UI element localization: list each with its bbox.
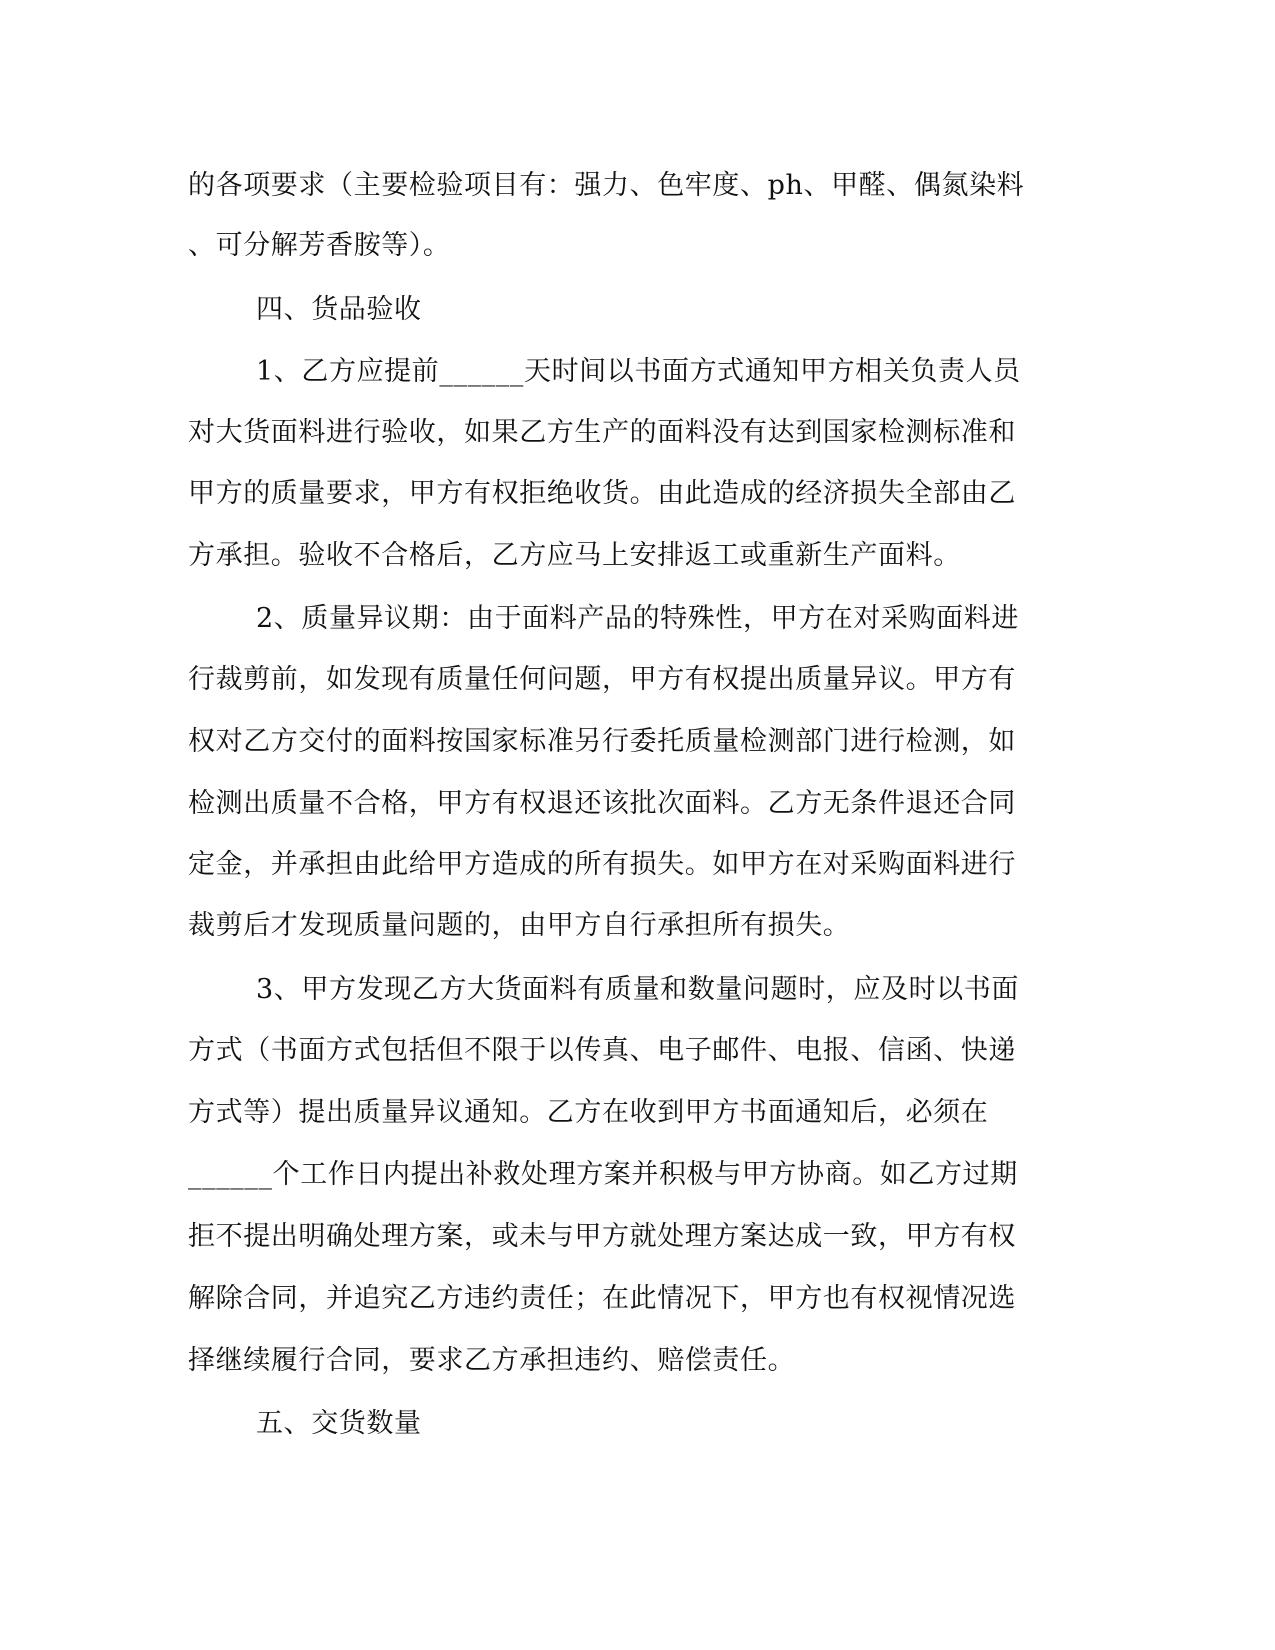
text-line: 甲方的质量要求，甲方有权拒绝收货。由此造成的经济损失全部由乙 — [188, 478, 1016, 509]
text-line: 裁剪后才发现质量问题的，由甲方自行承担所有损失。 — [188, 910, 851, 941]
text-line: 2、质量异议期：由于面料产品的特殊性，甲方在对采购面料进 — [256, 603, 1019, 634]
text-line: 拒不提出明确处理方案，或未与甲方就处理方案达成一致，甲方有权 — [188, 1221, 1016, 1252]
text-line: 检测出质量不合格，甲方有权退还该批次面料。乙方无条件退还合同 — [188, 788, 1016, 819]
text-line: 方式等）提出质量异议通知。乙方在收到甲方书面通知后，必须在 — [188, 1097, 989, 1128]
text-line: 1、乙方应提前______天时间以书面方式通知甲方相关负责人员 — [256, 356, 1021, 387]
text-line: 择继续履行合同，要求乙方承担违约、赔偿责任。 — [188, 1345, 796, 1376]
text-line: 对大货面料进行验收，如果乙方生产的面料没有达到国家检测标准和 — [188, 417, 1016, 448]
text-line: ______个工作日内提出补救处理方案并积极与甲方协商。如乙方过期 — [188, 1159, 1018, 1190]
text-line: 、可分解芳香胺等）。 — [188, 230, 451, 261]
text-line: 方承担。验收不合格后，乙方应马上安排返工或重新生产面料。 — [188, 540, 961, 571]
text-line: 解除合同，并追究乙方违约责任；在此情况下，甲方也有权视情况选 — [188, 1283, 1016, 1314]
text-line: 权对乙方交付的面料按国家标准另行委托质量检测部门进行检测，如 — [188, 726, 1016, 757]
text-line: 方式（书面方式包括但不限于以传真、电子邮件、电报、信函、快递 — [188, 1035, 1016, 1066]
section-heading: 五、交货数量 — [256, 1408, 422, 1439]
text-line: 3、甲方发现乙方大货面料有质量和数量问题时，应及时以书面 — [256, 974, 1019, 1005]
section-heading: 四、货品验收 — [256, 294, 422, 325]
text-line: 行裁剪前，如发现有质量任何问题，甲方有权提出质量异议。甲方有 — [188, 664, 1016, 695]
text-line: 的各项要求（主要检验项目有：强力、色牢度、ph、甲醛、偶氮染料 — [188, 170, 1025, 201]
text-line: 定金，并承担由此给甲方造成的所有损失。如甲方在对采购面料进行 — [188, 849, 1016, 880]
